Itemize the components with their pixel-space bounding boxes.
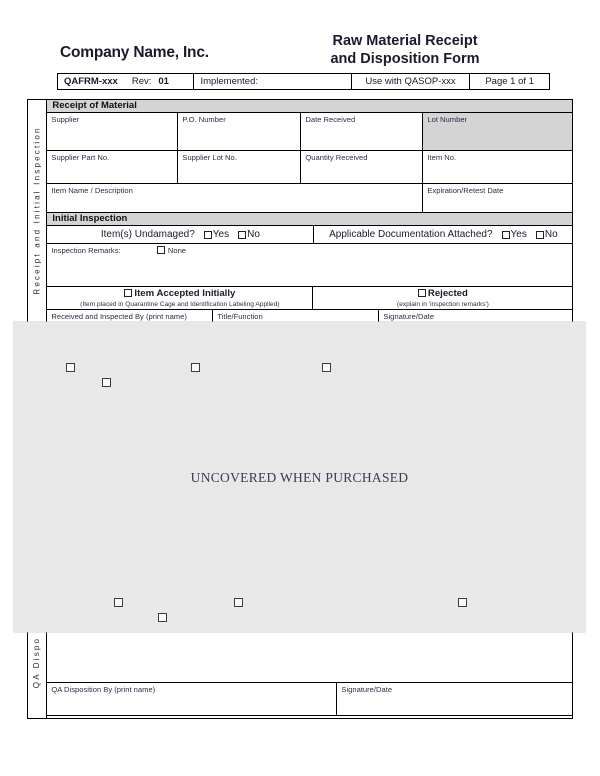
form-title-line-1: Raw Material Receipt <box>332 33 478 49</box>
field-quantity-received-label: Quantity Received <box>305 152 368 162</box>
meta-cell-page-number <box>469 74 549 89</box>
field-item-no-label: Item No. <box>427 152 457 162</box>
option-item-accepted-initially-title: Item Accepted Initially <box>134 288 236 299</box>
company-name: Company Name, Inc. <box>60 44 209 61</box>
checkbox-undamaged-yes-label: Yes <box>212 229 230 240</box>
checkbox-undamaged-no-label: No <box>247 229 260 240</box>
form-title-line-2: and Disposition Form <box>330 51 480 67</box>
field-lot-number-label: Lot Number <box>427 114 468 124</box>
field-lot-number[interactable] <box>423 113 572 151</box>
question-documentation-attached-label: Applicable Documentation Attached? <box>329 229 493 240</box>
implemented-label: Implemented: <box>200 76 258 87</box>
option-item-accepted-initially-sub: (Item placed in Quarantine Cage and Identification Labeling Applied) <box>80 301 280 308</box>
field-item-no[interactable] <box>423 151 572 184</box>
revision-label: Rev: <box>131 76 152 87</box>
overlay-checkbox-4[interactable] <box>322 363 331 372</box>
field-item-name-description[interactable] <box>47 184 423 213</box>
checkbox-inspection-remarks-none-label: None <box>167 245 187 255</box>
checkbox-documentation-no[interactable] <box>536 231 544 239</box>
meta-cell-document-id <box>58 74 193 89</box>
checkbox-undamaged-no[interactable] <box>238 231 246 239</box>
sidebar-label-receipt-inspection <box>28 100 46 321</box>
option-item-accepted-initially-title-row <box>47 288 312 300</box>
field-date-received[interactable] <box>301 113 423 151</box>
checkbox-item-accepted-initially[interactable] <box>124 289 132 297</box>
uncovered-overlay <box>14 322 585 632</box>
option-item-accepted-initially[interactable] <box>47 287 313 310</box>
field-qa-disposition-by-label: QA Disposition By (print name) <box>51 684 156 694</box>
field-po-number[interactable] <box>178 113 301 151</box>
field-quantity-received[interactable] <box>301 151 423 184</box>
sidebar-label-receipt-inspection-text: Receipt and Initial Inspection <box>32 126 42 295</box>
field-qa-signature-date[interactable] <box>337 683 572 716</box>
checkbox-rejected[interactable] <box>418 289 426 297</box>
field-inspector-signature-date-label: Signature/Date <box>383 311 435 321</box>
overlay-checkbox-5[interactable] <box>114 598 123 607</box>
field-supplier[interactable] <box>47 113 178 151</box>
question-documentation-attached <box>313 226 572 244</box>
checkbox-documentation-yes[interactable] <box>502 231 510 239</box>
option-rejected-sub: (explain in 'inspection remarks') <box>396 301 489 308</box>
option-rejected-title: Rejected <box>427 288 468 299</box>
meta-cell-implemented[interactable] <box>193 74 350 89</box>
overlay-checkbox-6[interactable] <box>158 613 167 622</box>
question-items-undamaged-label: Item(s) Undamaged? <box>100 229 195 240</box>
question-items-undamaged <box>47 226 313 244</box>
option-rejected-title-row <box>313 288 572 300</box>
overlay-checkbox-8[interactable] <box>458 598 467 607</box>
field-qa-disposition-by[interactable] <box>47 683 337 716</box>
field-qa-signature-date-label: Signature/Date <box>341 684 393 694</box>
document-id: QAFRM-xxx <box>64 76 118 87</box>
field-date-received-label: Date Received <box>305 114 356 124</box>
checkbox-undamaged-yes[interactable] <box>204 231 212 239</box>
field-supplier-lot-no-label: Supplier Lot No. <box>182 152 237 162</box>
sidebar-label-qa-disposition-text: QA Dispo <box>32 636 42 688</box>
field-title-function-label: Title/Function <box>217 311 263 321</box>
field-supplier-part-no[interactable] <box>47 151 178 184</box>
overlay-checkbox-3[interactable] <box>191 363 200 372</box>
field-expiration-retest-date[interactable] <box>423 184 572 213</box>
meta-cell-use-with <box>351 74 470 89</box>
overlay-checkbox-2[interactable] <box>102 378 111 387</box>
field-supplier-part-no-label: Supplier Part No. <box>51 152 110 162</box>
page-number: Page 1 of 1 <box>485 76 534 87</box>
form-title <box>270 32 540 68</box>
field-inspection-remarks-label: Inspection Remarks: <box>51 245 121 255</box>
overlay-caption: UNCOVERED WHEN PURCHASED <box>190 470 409 485</box>
field-inspection-remarks[interactable] <box>47 244 572 287</box>
use-with-sop: Use with QASOP-xxx <box>365 76 456 87</box>
document-meta-bar <box>57 73 550 90</box>
option-rejected[interactable] <box>313 287 572 310</box>
checkbox-inspection-remarks-none[interactable] <box>157 246 165 254</box>
field-supplier-lot-no[interactable] <box>178 151 301 184</box>
field-item-name-description-label: Item Name / Description <box>51 185 133 195</box>
section-header-initial-inspection: Initial Inspection <box>47 213 572 226</box>
checkbox-documentation-yes-label: Yes <box>510 229 527 240</box>
section-header-receipt-of-material: Receipt of Material <box>47 100 572 113</box>
checkbox-documentation-no-label: No <box>544 229 558 240</box>
field-received-and-inspected-by-label: Received and Inspected By (print name) <box>51 311 187 321</box>
overlay-checkbox-7[interactable] <box>234 598 243 607</box>
overlay-checkbox-1[interactable] <box>66 363 75 372</box>
revision-value: 01 <box>158 76 169 87</box>
field-po-number-label: P.O. Number <box>182 114 226 124</box>
field-expiration-retest-date-label: Expiration/Retest Date <box>427 185 504 195</box>
title-block <box>0 32 600 70</box>
field-supplier-label: Supplier <box>51 114 80 124</box>
